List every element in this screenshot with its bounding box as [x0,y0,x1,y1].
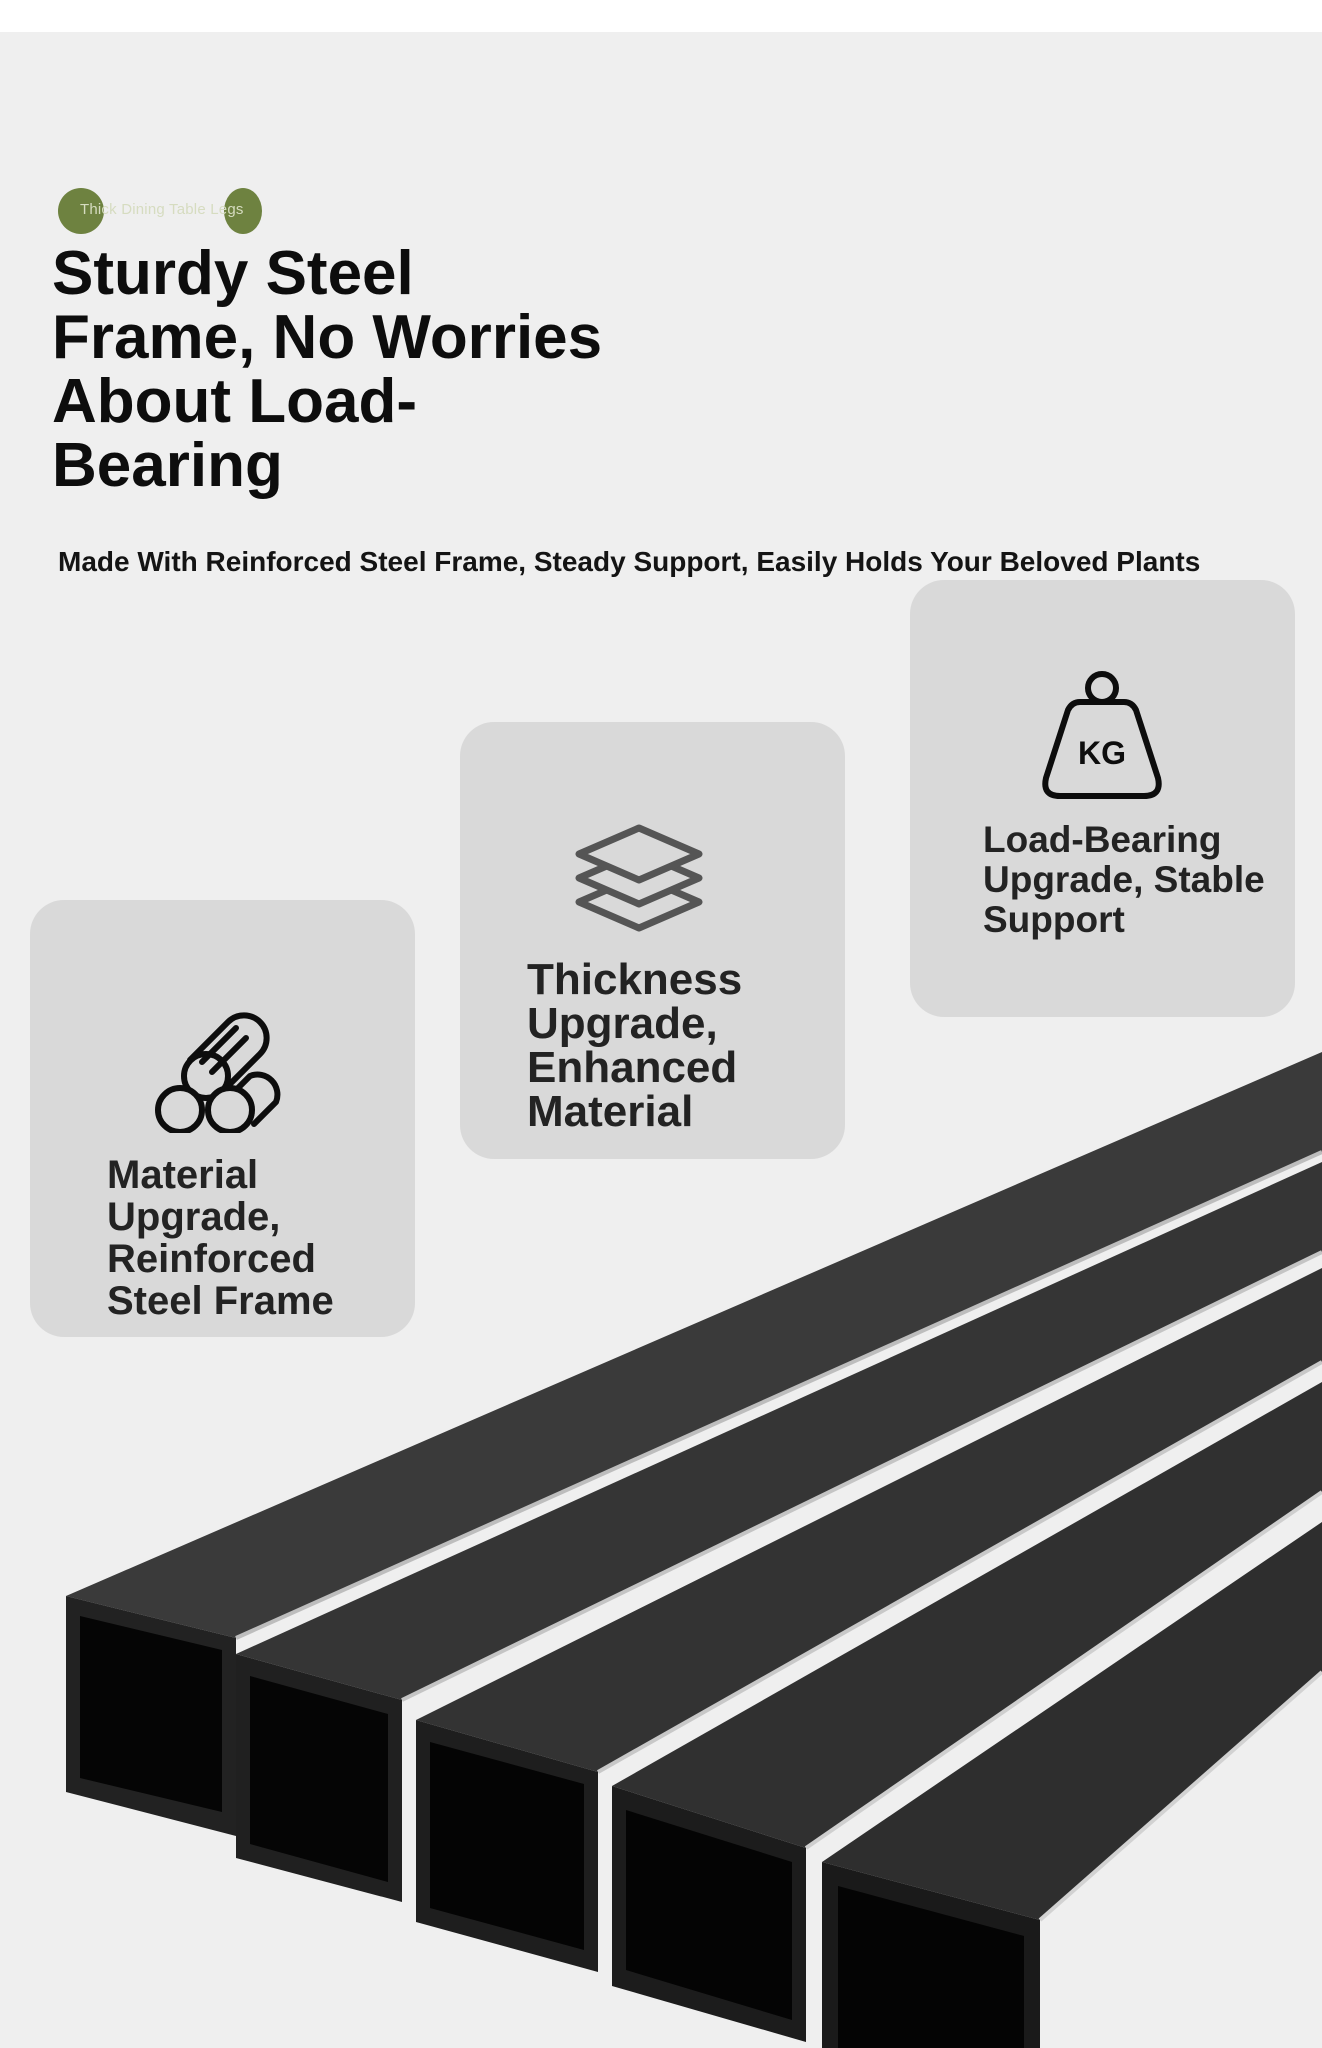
feature-card-load [910,580,1295,1017]
badge-text: Thick Dining Table Legs [80,201,244,218]
product-banner [0,32,1322,2048]
kg-weight-icon [1040,668,1165,803]
category-badge [58,188,264,234]
kg-label: KG [1078,735,1126,771]
headline: Sturdy Steel Frame, No Worries About Load-Bearing [52,239,603,500]
feature-label-load: Load-Bearing Upgrade, Stable Support [983,819,1265,940]
layers-icon [565,814,713,944]
feature-label-material: Material Upgrade, Reinforced Steel Frame [107,1153,334,1323]
feature-label-thickness: Thickness Upgrade, Enhanced Material [527,955,743,1136]
steel-tubes-illustration [0,1052,1322,2048]
subtitle: Made With Reinforced Steel Frame, Steady Support, Easily Holds Your Beloved Plants [58,546,1201,577]
